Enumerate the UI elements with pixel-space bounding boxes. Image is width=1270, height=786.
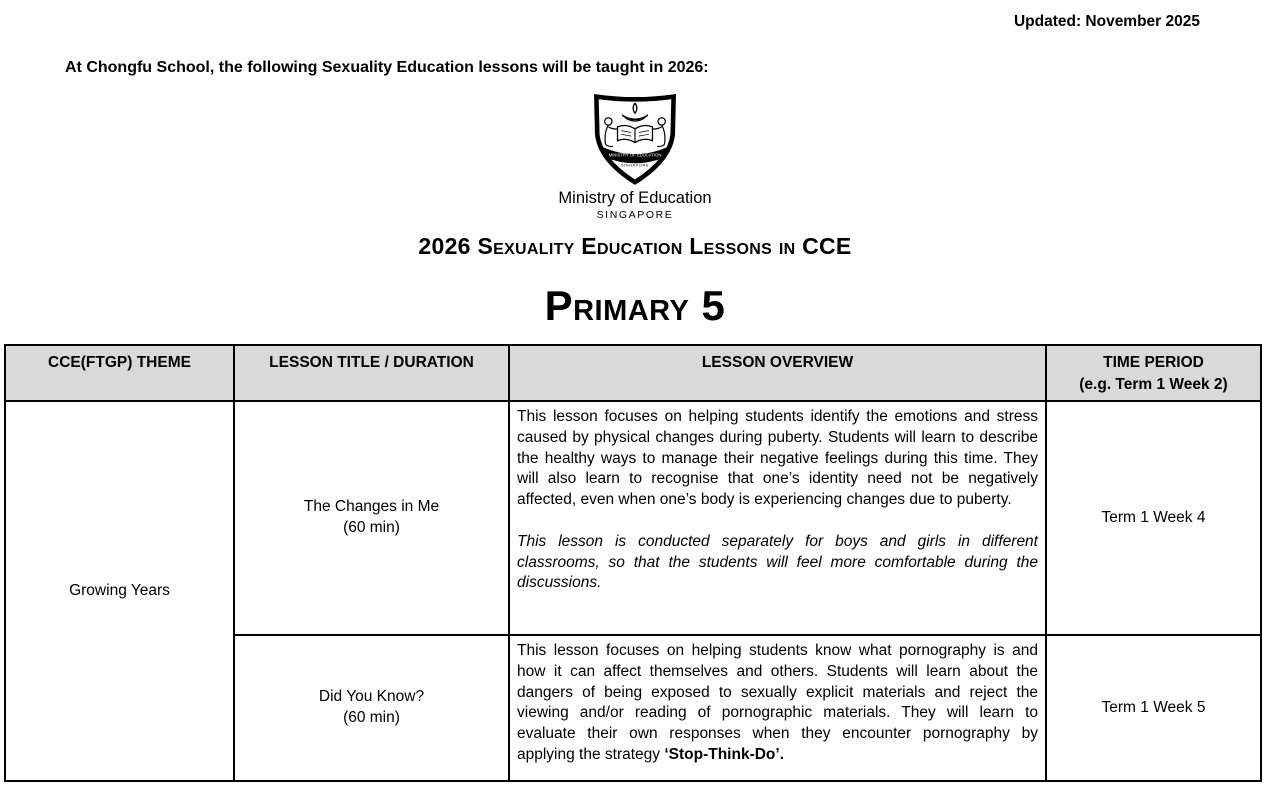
table-row — [5, 401, 1261, 635]
level-title: Primary 5 — [544, 282, 726, 329]
lesson-title-cell — [234, 635, 509, 781]
ministry-country: SINGAPORE — [596, 209, 674, 221]
moe-crest-icon — [589, 90, 681, 186]
time-period-cell: Term 1 Week 4 — [1046, 401, 1261, 635]
lesson-schedule-table — [4, 344, 1262, 782]
theme-cell: Growing Years — [5, 401, 234, 781]
strategy-bold-text: ‘Stop-Think-Do’. — [664, 745, 785, 763]
moe-logo — [0, 90, 1270, 221]
lesson-overview-cell — [509, 401, 1046, 635]
table-header-row — [5, 345, 1261, 401]
lesson-overview-cell — [509, 635, 1046, 781]
crest-country-text: SINGAPORE — [621, 163, 649, 168]
col-header-theme: CCE(FTGP) THEME — [5, 345, 234, 401]
overview-paragraph: This lesson focuses on helping students know what pornography is and how it can affect themselves and others. Students will learn about the dangers of being exposed to sexually explicit materials and reject the viewing and/or reading of pornographic materials. They will learn to evaluate their own responses when they encounter pornography by applying the strategy ‘Stop-Think-Do’. — [517, 642, 1038, 763]
crest-banner-text: MINISTRY OF EDUCATION — [608, 152, 662, 158]
col-header-time-period-label: TIME PERIOD — [1103, 354, 1204, 371]
col-header-time-period — [1046, 345, 1261, 401]
col-header-time-period-sublabel: (e.g. Term 1 Week 2) — [1079, 375, 1228, 393]
overview-paragraph: This lesson focuses on helping students identify the emotions and stress caused by physical changes during puberty. Students will learn to describe the healthy ways to manage their negative feelings during this time. They will also learn to recognise that one’s identity need not be negatively affected, even when one’s body is experiencing changes due to puberty. — [517, 408, 1038, 509]
document-title: 2026 Sexuality Education Lessons in CCE — [418, 233, 852, 259]
overview-note: This lesson is conducted separately for boys and girls in different classrooms, so that the students will feel more comfortable during the discussions. — [517, 532, 1038, 592]
ministry-name: Ministry of Education — [558, 189, 712, 207]
lesson-title: Did You Know? — [318, 688, 425, 706]
intro-text: At Chongfu School, the following Sexuality Education lessons will be taught in 2026: — [65, 59, 709, 76]
updated-label: Updated: November 2025 — [1013, 13, 1200, 30]
col-header-overview: LESSON OVERVIEW — [509, 345, 1046, 401]
lesson-duration: (60 min) — [343, 709, 400, 726]
col-header-lesson-title: LESSON TITLE / DURATION — [234, 345, 509, 401]
time-period-cell: Term 1 Week 5 — [1046, 635, 1261, 781]
lesson-duration: (60 min) — [343, 519, 400, 536]
lesson-title: The Changes in Me — [303, 498, 440, 516]
lesson-title-cell — [234, 401, 509, 635]
